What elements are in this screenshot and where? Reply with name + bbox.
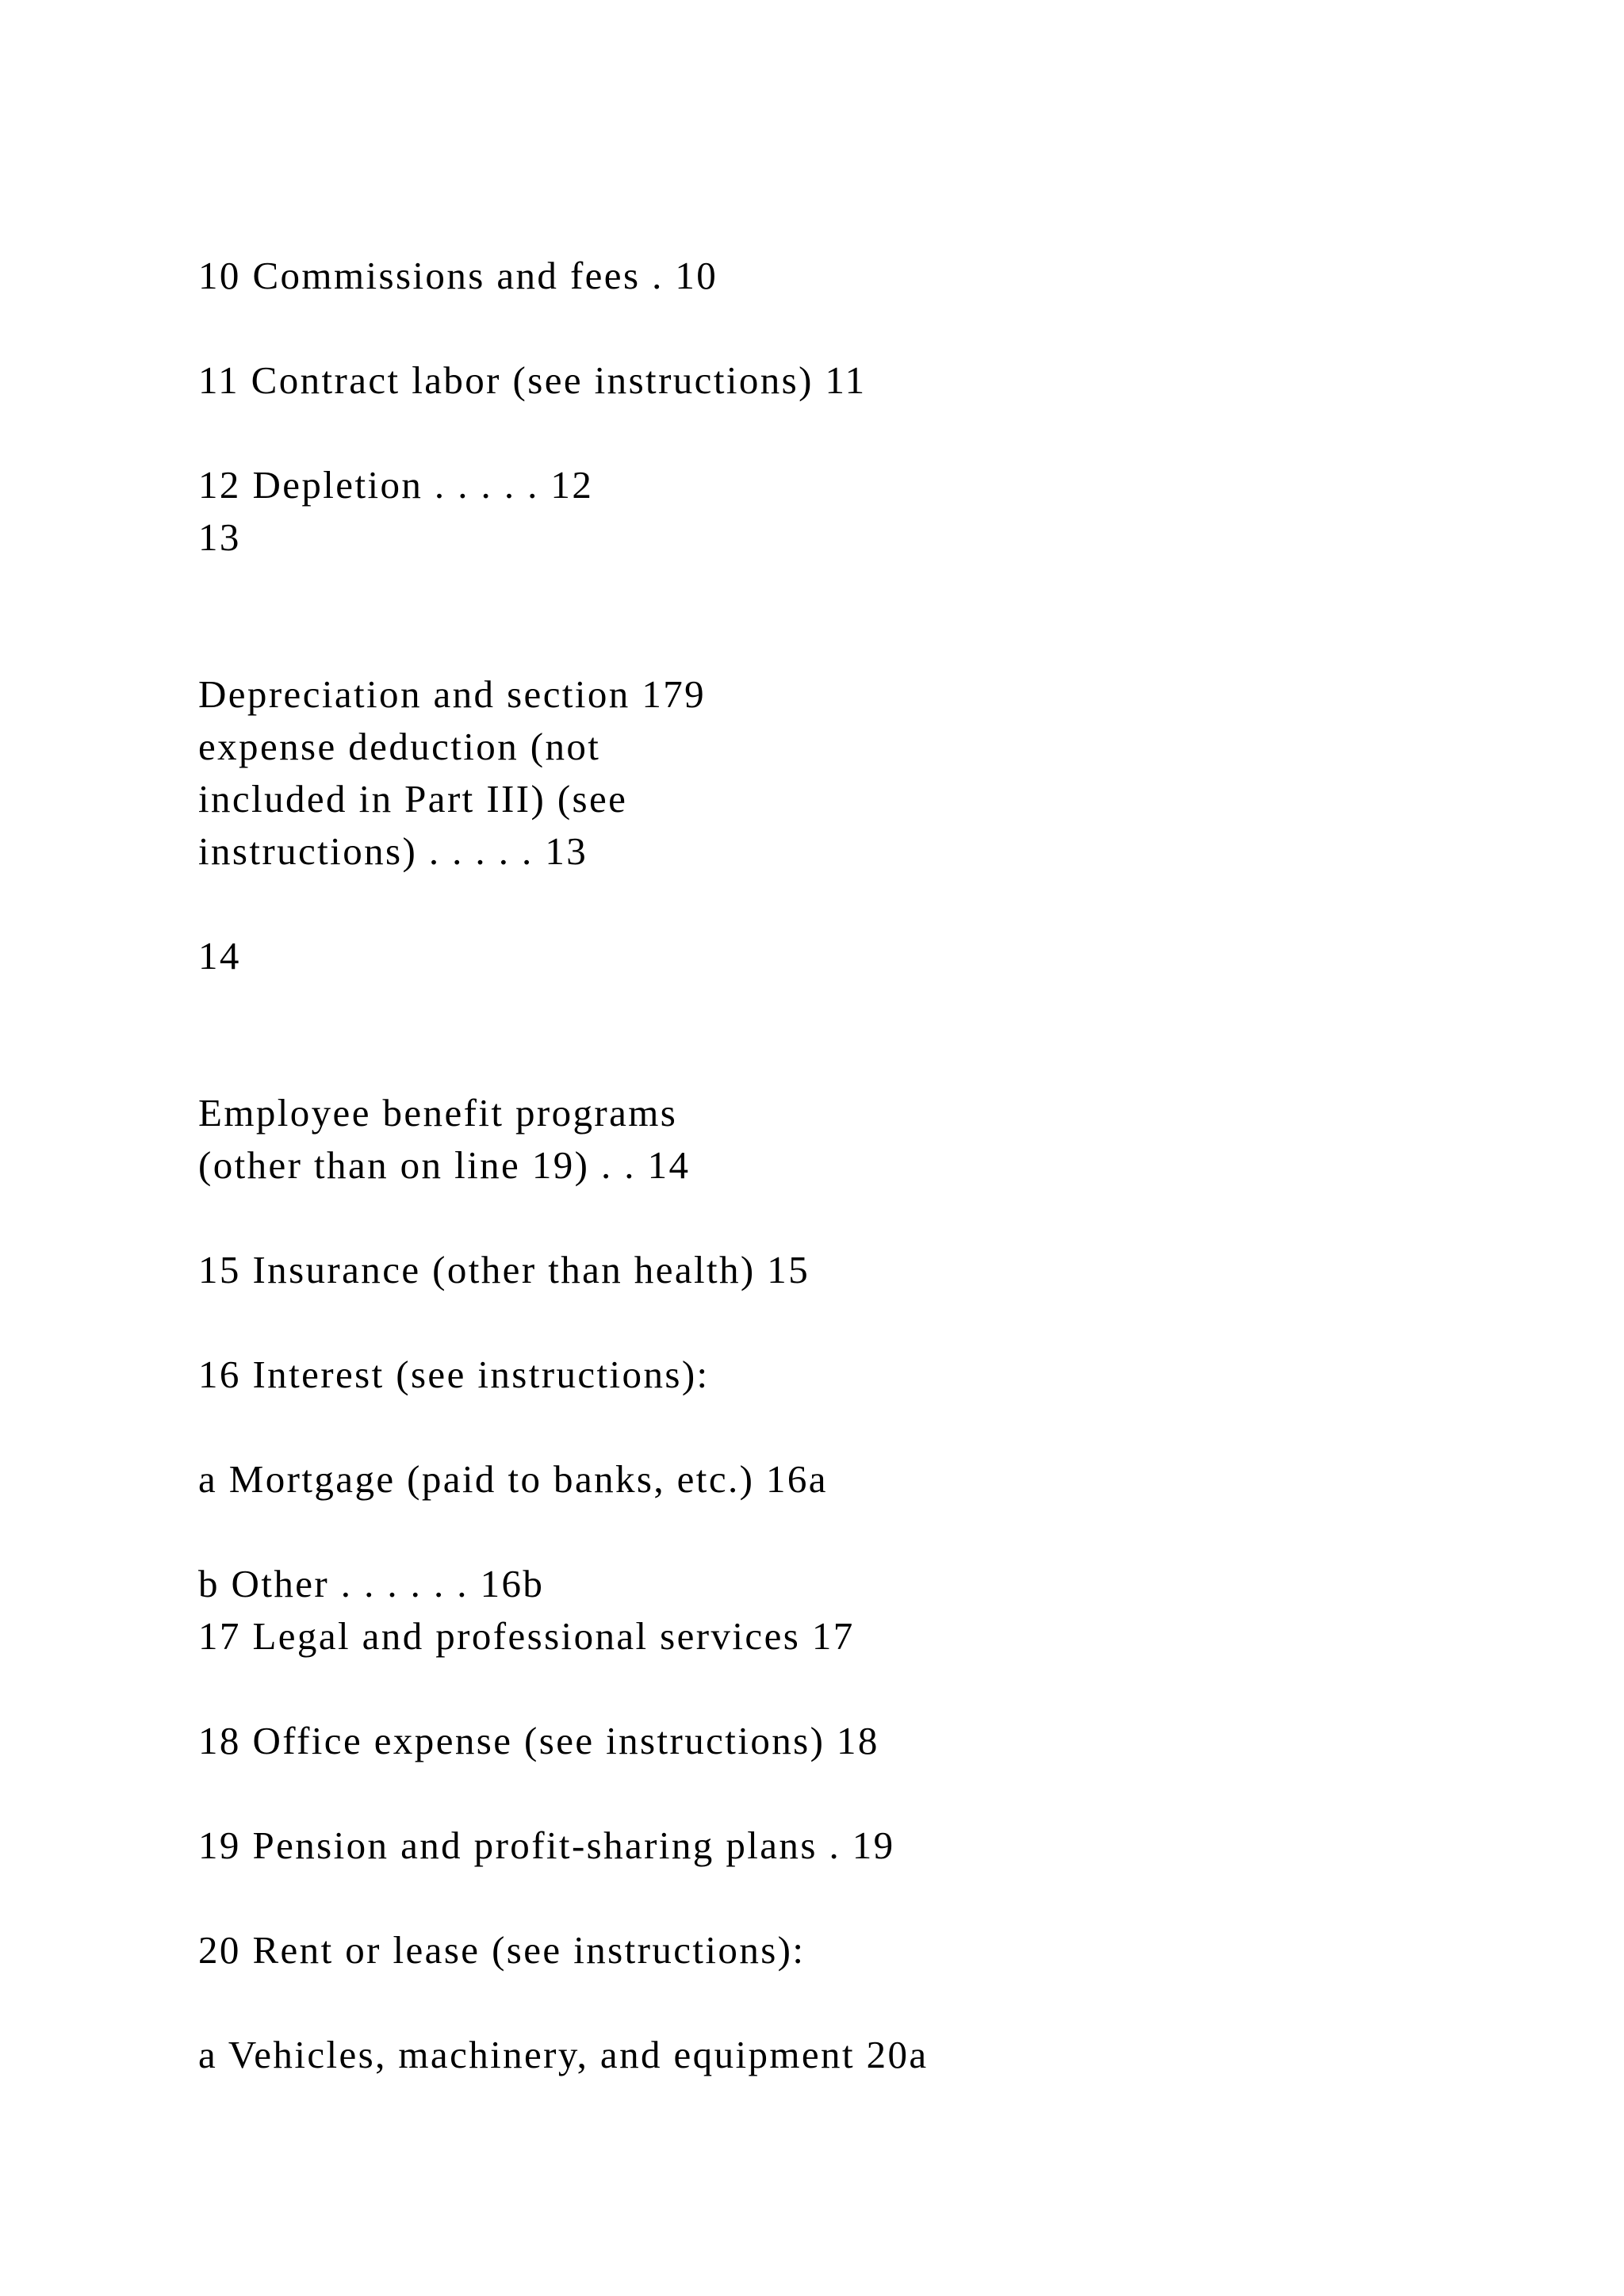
- line-13-depreciation-1: Depreciation and section 179: [198, 672, 707, 716]
- line-14-number: 14: [198, 934, 241, 978]
- line-18-office-expense: 18 Office expense (see instructions) 18: [198, 1719, 879, 1762]
- line-13-depreciation-3: included in Part III) (see: [198, 777, 628, 821]
- line-16-interest: 16 Interest (see instructions):: [198, 1353, 710, 1396]
- line-20a-vehicles: a Vehicles, machinery, and equipment 20a: [198, 2033, 929, 2076]
- line-19-pension: 19 Pension and profit-sharing plans . 19: [198, 1823, 895, 1867]
- line-15-insurance: 15 Insurance (other than health) 15: [198, 1248, 810, 1292]
- line-13-number: 13: [198, 515, 241, 559]
- line-14-employee-benefit-1: Employee benefit programs: [198, 1091, 678, 1135]
- line-17-legal: 17 Legal and professional services 17: [198, 1614, 855, 1658]
- line-11-contract-labor: 11 Contract labor (see instructions) 11: [198, 358, 867, 402]
- line-10-commissions: 10 Commissions and fees . 10: [198, 254, 718, 297]
- line-14-employee-benefit-2: (other than on line 19) . . 14: [198, 1143, 691, 1187]
- line-13-depreciation-4: instructions) . . . . . 13: [198, 829, 588, 873]
- line-20-rent-lease: 20 Rent or lease (see instructions):: [198, 1928, 806, 1972]
- line-12-depletion: 12 Depletion . . . . . 12: [198, 463, 594, 507]
- line-16a-mortgage: a Mortgage (paid to banks, etc.) 16a: [198, 1457, 828, 1501]
- line-13-depreciation-2: expense deduction (not: [198, 725, 601, 768]
- line-16b-other: b Other . . . . . . 16b: [198, 1562, 545, 1605]
